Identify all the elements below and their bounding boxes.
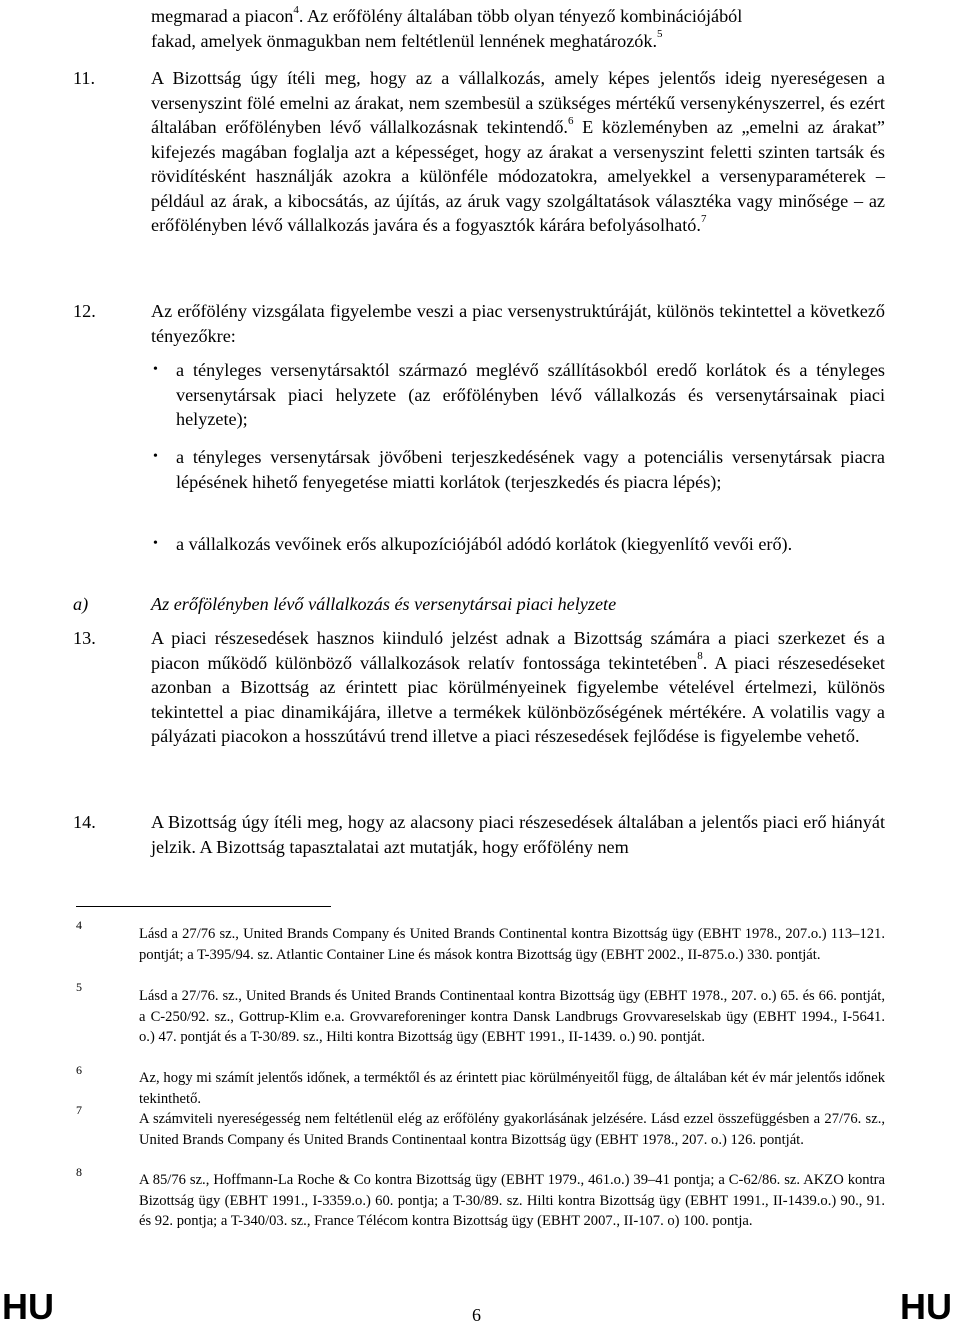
paragraph-14: A Bizottság úgy ítéli meg, hogy az alacsony piaci részesedések általában a jelentős piaci erő hiányát jelzik. A Bizottság tapasztalatai azt mutatják, hogy erőfölény nem — [151, 812, 885, 857]
footnote-7: A számviteli nyereségesség nem feltétlenül elég az erőfölény gyakorlásának jelzésére. Lásd ezzel összefüggésben a 27/76. sz., United Brands Company és United Brands Continentaal kontra Bizottság ügy (EBHT 1978., 207. o.) 126. pontját. — [139, 1111, 885, 1148]
section-title: Az erőfölényben lévő vállalkozás és versenytársai piaci helyzete — [151, 594, 617, 614]
intro-text-3: fakad, amelyek önmagukban nem feltétlenül lennének meghatározók. — [151, 30, 658, 51]
footnote-ref-6[interactable]: 6 — [567, 114, 574, 127]
paragraph-11 — [151, 66, 885, 238]
footnote-ref-5[interactable]: 5 — [657, 28, 663, 41]
paragraph-number-11: 11. — [73, 68, 96, 88]
bullet-marker-3: • — [153, 536, 158, 551]
footnote-ref-8[interactable]: 8 — [697, 650, 703, 663]
bullet-marker-2: • — [153, 449, 158, 464]
footnote-4: Lásd a 27/76 sz., United Brands Company és United Brands Continental kontra Bizottság ügy (EBHT 1978., 207.o.) 113–121. pontját; a T-395/94. sz. Atlantic Container Line és mások kontra Bizottság ügy (EBHT 2002., II-875.o.) 330. pontját. — [139, 926, 885, 963]
bullet-marker-1: • — [153, 362, 158, 377]
footnote-number-4: 4 — [76, 918, 82, 932]
paragraph-number-14: 14. — [73, 812, 96, 832]
footnote-8: A 85/76 sz., Hoffmann-La Roche & Co kontra Bizottság ügy (EBHT 1979., 461.o.) 39–41 pontja; a C-62/86. sz. AKZO kontra Bizottság ügy (EBHT 1991., I-3359.o.) 60. pontja; a T-30/89. sz. Hilti kontra Bizottság ügy (EBHT 1991., II-1439.o.) 90., 91. és 92. pontja; a T-340/03. sz., France Télécom kontra Bizottság ügy (EBHT 2007., II-107. o) 100. pontja. — [139, 1172, 885, 1229]
footnote-ref-4[interactable]: 4 — [293, 3, 299, 16]
paragraph-13-text-a: A piaci részesedések hasznos kiinduló jelzést adnak a Bizottság számára a piaci szerkezet és a piacon működő különböző vállalkozások relatív fontossága tekintetében — [151, 628, 885, 673]
paragraph-12: Az erőfölény vizsgálata figyelembe veszi a piac versenystruktúráját, különös tekintettel a következő tényezőkre: — [151, 301, 885, 346]
page-number: 6 — [472, 1305, 481, 1325]
footnote-number-6: 6 — [76, 1063, 82, 1077]
paragraph-11-text-a: A Bizottság úgy ítéli meg, hogy az a vállalkozás, amely képes jelentős ideig nyereségesen a versenyszint fölé emelni az árakat, nem szembesül a szükséges mértékű versenykényszerrel, és ezért általában erőfölényben lévő vállalkozásnak tekintendő. — [151, 68, 885, 137]
paragraph-number-13: 13. — [73, 628, 96, 648]
paragraph-number-12: 12. — [73, 301, 96, 321]
paragraph-13-text-b: . A piaci részesedéseket azonban a Bizottság az érintett piac körülményeinek figyelembe vételével értelmezi, különös tekintettel a piac dinamikájára, illetve a termékek különbözőségének mértékére. A volatilis vagy a pályázati piacokon a hosszútávú trend illetve a piaci részesedések fejlődése is figyelembe vehető. — [151, 652, 885, 746]
footnote-5: Lásd a 27/76. sz., United Brands és United Brands Continentaal kontra Bizottság ügy (EBHT 1978., 207. o.) 65. és 66. pontját, a C-250/92. sz., Gottrup-Klim e.a. Grovvareforeninger kontra Dansk Landbrugs Grovvareselskab ügy (EBHT 1994., I-5641. o.) 47. pontját és a T-30/89. sz., Hilti kontra Bizottság ügy (EBHT 1991., II-1439. o.) 90. pontját. — [139, 988, 885, 1045]
section-label: a) — [73, 594, 89, 614]
bullet-item-1: a tényleges versenytársaktól származó meglévő szállításokból eredő korlátok és a tényleges versenytársak piaci helyzete (az erőfölényben lévő vállalkozás és versenytársainak piaci helyzete); — [176, 360, 885, 429]
footnote-6: Az, hogy mi számít jelentős időnek, a terméktől és az érintett piac körülményeitől függ, de általában két év már jelentős időnek tekinthető. — [139, 1070, 885, 1107]
footnote-number-5: 5 — [76, 980, 82, 994]
paragraph-11-text-b: E közleményben az „emelni az árakat” kifejezés magában foglalja azt a képességet, hogy az árakat a versenyszint feletti szinten tartsák és rövidítésként használják azokra a különféle módozatokra, amelyekkel a versenyparaméterek – például az árak, a kibocsátás, az újítás, az áruk vagy szolgáltatások választéka vagy minősége – az erőfölényben lévő vállalkozás javára és a fogyasztók kárára befolyásolható. — [151, 117, 885, 235]
footer-language-right: HU — [900, 1286, 952, 1327]
footer-language-left: HU — [2, 1286, 54, 1327]
footnote-number-8: 8 — [76, 1165, 82, 1179]
footnote-separator — [76, 906, 331, 907]
intro-text-2: . Az erőfölény általában több olyan tényező kombinációjából — [298, 6, 743, 26]
intro-text-1: megmarad a piacon — [151, 6, 294, 26]
paragraph-13 — [151, 626, 885, 749]
bullet-item-2: a tényleges versenytársak jövőbeni terjeszkedésének vagy a potenciális versenytársak piacra lépésének hihető fenyegetése miatti korlátok (terjeszkedés és piacra lépés); — [176, 447, 885, 492]
footnote-number-7: 7 — [76, 1103, 82, 1117]
footnote-ref-7[interactable]: 7 — [700, 212, 707, 225]
intro-paragraph — [151, 4, 885, 53]
bullet-item-3: a vállalkozás vevőinek erős alkupozíciójából adódó korlátok (kiegyenlítő vevői erő). — [176, 534, 793, 554]
